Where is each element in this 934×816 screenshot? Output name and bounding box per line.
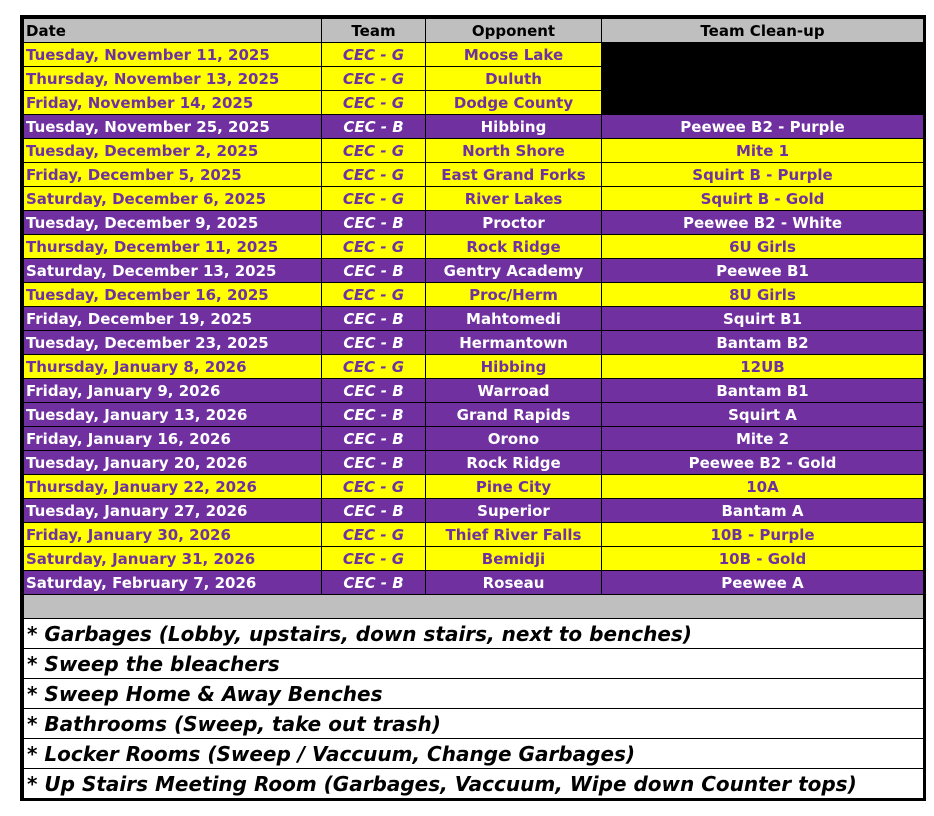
date-cell: Saturday, February 7, 2026 xyxy=(24,571,322,595)
date-cell: Friday, January 16, 2026 xyxy=(24,427,322,451)
team-cell: CEC - B xyxy=(322,331,426,355)
date-cell: Saturday, January 31, 2026 xyxy=(24,547,322,571)
opponent-cell: Rock Ridge xyxy=(426,451,602,475)
table-row xyxy=(24,115,924,139)
cleanup-cell: Squirt B - Purple xyxy=(602,163,924,187)
date-cell: Tuesday, January 20, 2026 xyxy=(24,451,322,475)
table-row xyxy=(24,475,924,499)
opponent-cell: East Grand Forks xyxy=(426,163,602,187)
table-row xyxy=(24,547,924,571)
table-row xyxy=(24,355,924,379)
date-cell: Tuesday, December 16, 2025 xyxy=(24,283,322,307)
table-row xyxy=(24,91,924,115)
cleanup-cell: 8U Girls xyxy=(602,283,924,307)
date-cell: Tuesday, November 11, 2025 xyxy=(24,43,322,67)
date-cell: Friday, January 9, 2026 xyxy=(24,379,322,403)
opponent-cell: North Shore xyxy=(426,139,602,163)
cleanup-cell: Bantam A xyxy=(602,499,924,523)
task-row xyxy=(24,649,924,679)
table-row xyxy=(24,43,924,67)
date-cell: Tuesday, December 2, 2025 xyxy=(24,139,322,163)
date-cell: Saturday, December 6, 2025 xyxy=(24,187,322,211)
task-text: * Up Stairs Meeting Room (Garbages, Vaccuum, Wipe down Counter tops) xyxy=(24,769,924,799)
team-cell: CEC - G xyxy=(322,355,426,379)
header-row xyxy=(24,19,924,43)
schedule-rows xyxy=(24,43,924,595)
task-text: * Garbages (Lobby, upstairs, down stairs, next to benches) xyxy=(24,619,924,649)
team-cell: CEC - B xyxy=(322,379,426,403)
opponent-cell: Dodge County xyxy=(426,91,602,115)
task-text: * Locker Rooms (Sweep / Vaccuum, Change Garbages) xyxy=(24,739,924,769)
date-cell: Tuesday, December 23, 2025 xyxy=(24,331,322,355)
table-row xyxy=(24,67,924,91)
opponent-cell: Hibbing xyxy=(426,115,602,139)
date-cell: Tuesday, January 13, 2026 xyxy=(24,403,322,427)
table-row xyxy=(24,499,924,523)
team-cell: CEC - G xyxy=(322,547,426,571)
cleanup-cell: Peewee B2 - Gold xyxy=(602,451,924,475)
date-cell: Thursday, January 22, 2026 xyxy=(24,475,322,499)
opponent-cell: River Lakes xyxy=(426,187,602,211)
opponent-cell: Superior xyxy=(426,499,602,523)
table-row xyxy=(24,283,924,307)
team-cell: CEC - G xyxy=(322,43,426,67)
date-cell: Tuesday, November 25, 2025 xyxy=(24,115,322,139)
cleanup-cell: Peewee B2 - Purple xyxy=(602,115,924,139)
cleanup-cell: 10B - Gold xyxy=(602,547,924,571)
table-row xyxy=(24,139,924,163)
table-row xyxy=(24,379,924,403)
team-column-header: Team xyxy=(322,19,426,43)
date-cell: Thursday, November 13, 2025 xyxy=(24,67,322,91)
cleanup-cell: Mite 1 xyxy=(602,139,924,163)
team-cell: CEC - G xyxy=(322,163,426,187)
cleanup-cell: Squirt A xyxy=(602,403,924,427)
task-text: * Sweep the bleachers xyxy=(24,649,924,679)
opponent-cell: Warroad xyxy=(426,379,602,403)
opponent-cell: Hibbing xyxy=(426,355,602,379)
cleanup-cell: Bantam B1 xyxy=(602,379,924,403)
team-cell: CEC - G xyxy=(322,67,426,91)
cleanup-column-header: Team Clean-up xyxy=(602,19,924,43)
task-row xyxy=(24,709,924,739)
date-cell: Tuesday, January 27, 2026 xyxy=(24,499,322,523)
opponent-cell: Hermantown xyxy=(426,331,602,355)
task-row xyxy=(24,619,924,649)
cleanup-cell: 10B - Purple xyxy=(602,523,924,547)
opponent-cell: Duluth xyxy=(426,67,602,91)
task-text: * Bathrooms (Sweep, take out trash) xyxy=(24,709,924,739)
date-cell: Saturday, December 13, 2025 xyxy=(24,259,322,283)
team-cell: CEC - B xyxy=(322,259,426,283)
team-cell: CEC - B xyxy=(322,307,426,331)
task-row xyxy=(24,769,924,799)
table-row xyxy=(24,307,924,331)
cleanup-cell: Peewee A xyxy=(602,571,924,595)
cleanup-cell: 6U Girls xyxy=(602,235,924,259)
opponent-cell: Pine City xyxy=(426,475,602,499)
schedule-table xyxy=(23,18,924,799)
cleanup-cell xyxy=(602,67,924,91)
cleanup-cell xyxy=(602,91,924,115)
date-cell: Friday, December 19, 2025 xyxy=(24,307,322,331)
opponent-cell: Gentry Academy xyxy=(426,259,602,283)
table-row xyxy=(24,259,924,283)
opponent-cell: Orono xyxy=(426,427,602,451)
date-cell: Friday, December 5, 2025 xyxy=(24,163,322,187)
team-cell: CEC - B xyxy=(322,451,426,475)
opponent-cell: Proctor xyxy=(426,211,602,235)
team-cell: CEC - G xyxy=(322,91,426,115)
date-cell: Thursday, January 8, 2026 xyxy=(24,355,322,379)
cleanup-cell: 12UB xyxy=(602,355,924,379)
table-row xyxy=(24,331,924,355)
date-column-header: Date xyxy=(24,19,322,43)
team-cell: CEC - B xyxy=(322,211,426,235)
opponent-cell: Mahtomedi xyxy=(426,307,602,331)
task-list xyxy=(24,595,924,799)
opponent-cell: Moose Lake xyxy=(426,43,602,67)
task-row xyxy=(24,679,924,709)
table-row xyxy=(24,427,924,451)
opponent-cell: Roseau xyxy=(426,571,602,595)
team-cell: CEC - G xyxy=(322,139,426,163)
opponent-cell: Rock Ridge xyxy=(426,235,602,259)
date-cell: Friday, November 14, 2025 xyxy=(24,91,322,115)
table-row xyxy=(24,211,924,235)
date-cell: Friday, January 30, 2026 xyxy=(24,523,322,547)
table-row xyxy=(24,523,924,547)
table-row xyxy=(24,187,924,211)
date-cell: Tuesday, December 9, 2025 xyxy=(24,211,322,235)
team-cell: CEC - B xyxy=(322,571,426,595)
cleanup-cell: Bantam B2 xyxy=(602,331,924,355)
cleanup-cell: Squirt B1 xyxy=(602,307,924,331)
cleanup-cell: Peewee B1 xyxy=(602,259,924,283)
table-row xyxy=(24,403,924,427)
cleanup-cell: Peewee B2 - White xyxy=(602,211,924,235)
date-cell: Thursday, December 11, 2025 xyxy=(24,235,322,259)
task-text: * Sweep Home & Away Benches xyxy=(24,679,924,709)
team-cell: CEC - G xyxy=(322,475,426,499)
cleanup-cell: 10A xyxy=(602,475,924,499)
team-cell: CEC - G xyxy=(322,235,426,259)
team-cell: CEC - G xyxy=(322,523,426,547)
opponent-cell: Grand Rapids xyxy=(426,403,602,427)
opponent-cell: Proc/Herm xyxy=(426,283,602,307)
opponent-column-header: Opponent xyxy=(426,19,602,43)
team-cell: CEC - G xyxy=(322,283,426,307)
cleanup-cell: Mite 2 xyxy=(602,427,924,451)
cleanup-cell xyxy=(602,43,924,67)
team-cell: CEC - B xyxy=(322,403,426,427)
opponent-cell: Thief River Falls xyxy=(426,523,602,547)
schedule-sheet xyxy=(20,15,926,801)
separator-row xyxy=(24,595,924,619)
task-row xyxy=(24,739,924,769)
team-cell: CEC - G xyxy=(322,187,426,211)
team-cell: CEC - B xyxy=(322,427,426,451)
table-row xyxy=(24,571,924,595)
opponent-cell: Bemidji xyxy=(426,547,602,571)
team-cell: CEC - B xyxy=(322,115,426,139)
table-row xyxy=(24,451,924,475)
table-row xyxy=(24,163,924,187)
team-cell: CEC - B xyxy=(322,499,426,523)
table-row xyxy=(24,235,924,259)
cleanup-cell: Squirt B - Gold xyxy=(602,187,924,211)
